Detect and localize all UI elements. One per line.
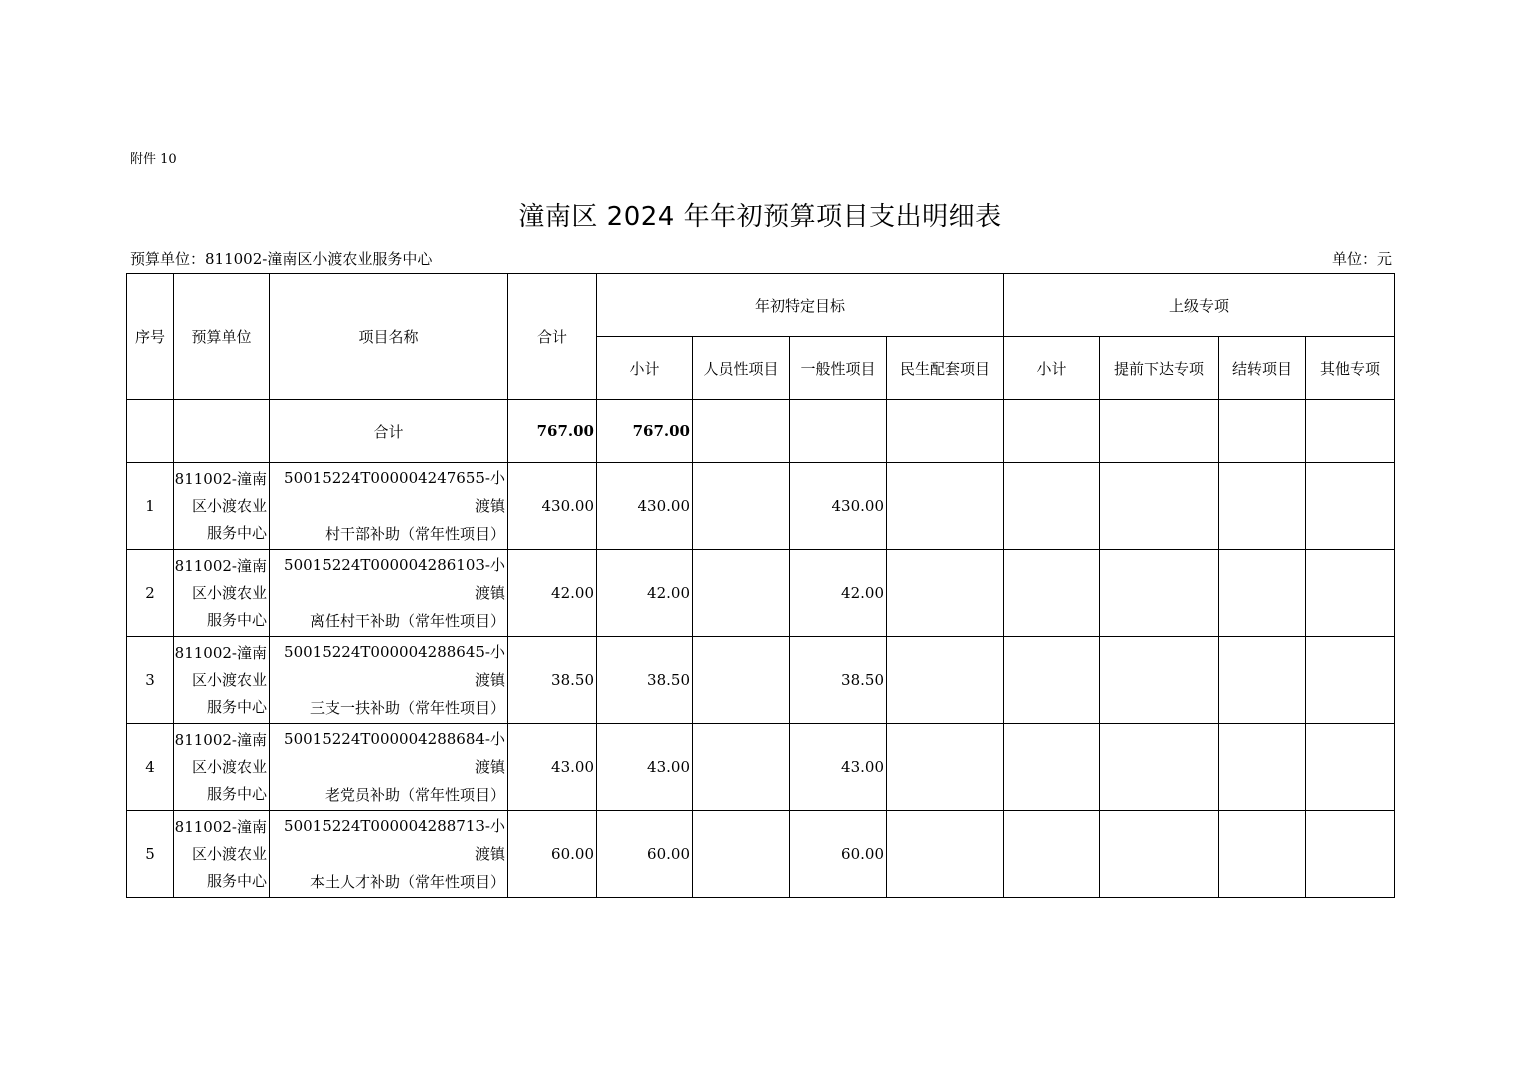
row-g2-other	[1306, 463, 1395, 550]
row-g2-subtotal	[1004, 463, 1100, 550]
table-row	[127, 550, 1395, 637]
row-project-line: 50015224T000004288713-小渡镇	[284, 817, 505, 863]
header-g1-livelihood: 民生配套项目	[887, 337, 1004, 400]
row-seq: 1	[127, 463, 174, 550]
row-livelihood	[887, 550, 1004, 637]
table-row	[127, 637, 1395, 724]
row-project	[270, 550, 508, 637]
row-unit-line: 服务中心	[206, 697, 267, 716]
row-unit-line: 811002-潼南	[174, 469, 267, 488]
total-unit-cell	[174, 400, 270, 463]
row-project-line: 50015224T000004288684-小渡镇	[284, 730, 505, 776]
row-unit	[174, 637, 270, 724]
header-group-annual-targets: 年初特定目标	[597, 274, 1004, 337]
total-subtotal: 767.00	[597, 400, 693, 463]
row-g2-other	[1306, 637, 1395, 724]
row-seq: 4	[127, 724, 174, 811]
row-personnel	[693, 811, 790, 898]
total-g2-advance-cell	[1100, 400, 1219, 463]
row-livelihood	[887, 811, 1004, 898]
row-g2-advance	[1100, 550, 1219, 637]
row-unit	[174, 724, 270, 811]
row-g2-other	[1306, 724, 1395, 811]
row-total: 60.00	[508, 811, 597, 898]
row-g2-advance	[1100, 637, 1219, 724]
header-g1-subtotal: 小计	[597, 337, 693, 400]
row-unit-line: 区小渡农业	[191, 844, 267, 863]
row-personnel	[693, 724, 790, 811]
row-subtotal: 60.00	[597, 811, 693, 898]
total-seq-cell	[127, 400, 174, 463]
row-general: 60.00	[790, 811, 887, 898]
table-row	[127, 724, 1395, 811]
total-label: 合计	[270, 400, 508, 463]
row-unit-line: 服务中心	[206, 784, 267, 803]
row-project-line: 50015224T000004288645-小渡镇	[284, 643, 505, 689]
table-row	[127, 463, 1395, 550]
row-g2-advance	[1100, 811, 1219, 898]
row-g2-carryover	[1219, 811, 1306, 898]
row-total: 430.00	[508, 463, 597, 550]
currency-unit-label: 单位：元	[1331, 250, 1392, 268]
row-total: 43.00	[508, 724, 597, 811]
header-total: 合计	[508, 274, 597, 400]
row-seq: 2	[127, 550, 174, 637]
row-g2-other	[1306, 550, 1395, 637]
row-unit-line: 811002-潼南	[174, 817, 267, 836]
row-unit	[174, 811, 270, 898]
row-unit-line: 服务中心	[206, 871, 267, 890]
row-project	[270, 463, 508, 550]
row-seq: 3	[127, 637, 174, 724]
header-g2-subtotal: 小计	[1004, 337, 1100, 400]
row-g2-advance	[1100, 463, 1219, 550]
header-g1-personnel: 人员性项目	[693, 337, 790, 400]
row-unit-line: 811002-潼南	[174, 643, 267, 662]
row-unit	[174, 463, 270, 550]
row-livelihood	[887, 724, 1004, 811]
total-general-cell	[790, 400, 887, 463]
row-livelihood	[887, 637, 1004, 724]
row-general: 38.50	[790, 637, 887, 724]
header-g2-advance: 提前下达专项	[1100, 337, 1219, 400]
page-title: 潼南区 2024 年年初预算项目支出明细表	[518, 202, 1002, 232]
row-project	[270, 811, 508, 898]
row-subtotal: 42.00	[597, 550, 693, 637]
row-project-line: 老党员补助（常年性项目）	[324, 786, 505, 804]
row-g2-subtotal	[1004, 637, 1100, 724]
row-project-line: 50015224T000004247655-小渡镇	[284, 469, 505, 515]
row-project-line: 三支一扶补助（常年性项目）	[309, 699, 505, 717]
row-g2-carryover	[1219, 724, 1306, 811]
row-project	[270, 637, 508, 724]
row-unit-line: 区小渡农业	[191, 670, 267, 689]
row-g2-subtotal	[1004, 550, 1100, 637]
row-personnel	[693, 463, 790, 550]
row-unit	[174, 550, 270, 637]
header-g2-carryover: 结转项目	[1219, 337, 1306, 400]
row-g2-carryover	[1219, 637, 1306, 724]
row-total: 42.00	[508, 550, 597, 637]
header-group-superior-special: 上级专项	[1004, 274, 1395, 337]
row-project	[270, 724, 508, 811]
row-personnel	[693, 550, 790, 637]
row-g2-carryover	[1219, 550, 1306, 637]
row-unit-line: 服务中心	[206, 610, 267, 629]
row-unit-line: 服务中心	[206, 523, 267, 542]
row-unit-line: 区小渡农业	[191, 496, 267, 515]
row-general: 42.00	[790, 550, 887, 637]
total-g2-subtotal-cell	[1004, 400, 1100, 463]
budget-table	[126, 273, 1395, 898]
total-row	[127, 400, 1395, 463]
row-g2-carryover	[1219, 463, 1306, 550]
row-total: 38.50	[508, 637, 597, 724]
total-personnel-cell	[693, 400, 790, 463]
budget-unit-label: 预算单位：811002-潼南区小渡农业服务中心	[130, 250, 433, 268]
attachment-label: 附件 10	[130, 152, 177, 167]
row-subtotal: 38.50	[597, 637, 693, 724]
row-g2-other	[1306, 811, 1395, 898]
total-g2-carryover-cell	[1219, 400, 1306, 463]
row-subtotal: 430.00	[597, 463, 693, 550]
table-row	[127, 811, 1395, 898]
row-seq: 5	[127, 811, 174, 898]
row-unit-line: 811002-潼南	[174, 730, 267, 749]
row-project-line: 50015224T000004286103-小渡镇	[284, 556, 505, 602]
total-livelihood-cell	[887, 400, 1004, 463]
row-project-line: 本土人才补助（常年性项目）	[309, 873, 505, 891]
row-subtotal: 43.00	[597, 724, 693, 811]
row-unit-line: 811002-潼南	[174, 556, 267, 575]
row-general: 430.00	[790, 463, 887, 550]
header-unit: 预算单位	[174, 274, 270, 400]
row-unit-line: 区小渡农业	[191, 757, 267, 776]
header-project: 项目名称	[270, 274, 508, 400]
row-g2-subtotal	[1004, 811, 1100, 898]
row-general: 43.00	[790, 724, 887, 811]
row-project-line: 村干部补助（常年性项目）	[324, 525, 505, 543]
total-amount: 767.00	[508, 400, 597, 463]
row-personnel	[693, 637, 790, 724]
row-livelihood	[887, 463, 1004, 550]
row-g2-subtotal	[1004, 724, 1100, 811]
header-seq: 序号	[127, 274, 174, 400]
row-unit-line: 区小渡农业	[191, 583, 267, 602]
row-project-line: 离任村干补助（常年性项目）	[309, 612, 505, 630]
row-g2-advance	[1100, 724, 1219, 811]
header-g2-other: 其他专项	[1306, 337, 1395, 400]
total-g2-other-cell	[1306, 400, 1395, 463]
header-g1-general: 一般性项目	[790, 337, 887, 400]
